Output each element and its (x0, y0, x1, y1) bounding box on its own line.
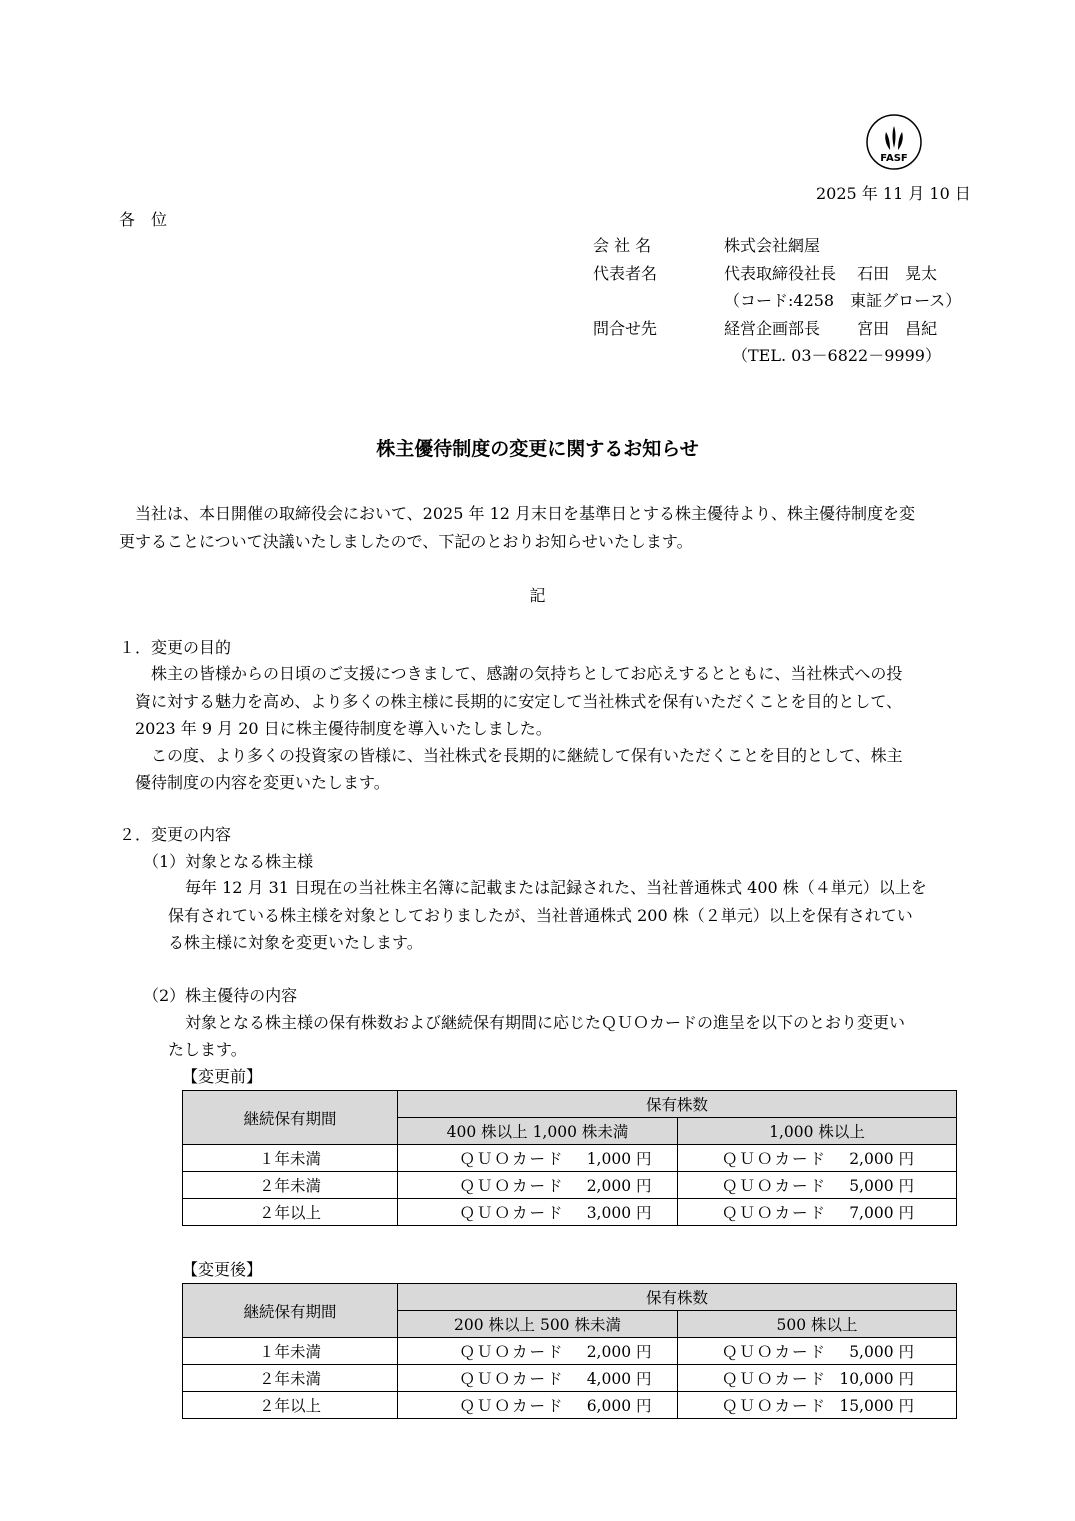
table-before-caption: 【変更前】 (182, 1067, 263, 1086)
addressee: 各 位 (119, 210, 168, 229)
section1-line-4: この度、より多くの投資家の皆様に、当社株式を長期的に継続して保有いただくことを目的として、株主 (151, 746, 903, 765)
section2-heading: ２．変更の内容 (119, 825, 232, 844)
contact-tel: （TEL. 03－6822－9999） (732, 346, 941, 365)
section2-sub2-line-1: 対象となる株主様の保有株数および継続保有期間に応じたＱＵＯカードの進呈を以下のとおり変更い (185, 1013, 906, 1032)
card-amount: 10,000 円 (839, 1370, 914, 1388)
period-cell: １年未満 (183, 1145, 398, 1172)
card-name: ＱＵＯカード (459, 1150, 565, 1168)
contact-label: 問合せ先 (593, 319, 658, 338)
card-name: ＱＵＯカード (722, 1204, 828, 1222)
shares-col-1: 200 株以上 500 株未満 (398, 1311, 678, 1338)
card-name: ＱＵＯカード (459, 1177, 565, 1195)
intro-line-1: 当社は、本日開催の取締役会において、2025 年 12 月末日を基準日とする株主優待より、株主優待制度を変 (135, 504, 916, 523)
section2-sub1-line-1: 毎年 12 月 31 日現在の当社株主名簿に記載または記録された、当社普通株式 400 株（４単元）以上を (185, 878, 927, 897)
logo-text: FASF (880, 153, 908, 164)
table-row (183, 1365, 957, 1392)
card-name: ＱＵＯカード (722, 1343, 828, 1361)
card-amount: 7,000 円 (849, 1204, 914, 1222)
card-amount: 3,000 円 (586, 1204, 652, 1222)
section2-sub1-heading: （1）対象となる株主様 (143, 852, 314, 871)
table-row (183, 1392, 957, 1419)
section2-sub1-line-2: 保有されている株主様を対象としておりましたが、当社普通株式 200 株（２単元）以上を保有されてい (168, 906, 913, 925)
section2-sub2-line-2: たします。 (168, 1040, 247, 1059)
card-amount: 5,000 円 (849, 1177, 914, 1195)
card-name: ＱＵＯカード (459, 1370, 565, 1388)
card-name: ＱＵＯカード (459, 1343, 565, 1361)
period-cell: ２年未満 (183, 1365, 398, 1392)
card-name: ＱＵＯカード (722, 1370, 828, 1388)
company-label: 会 社 名 (593, 236, 652, 255)
card-amount: 1,000 円 (586, 1150, 652, 1168)
table-row (183, 1199, 957, 1226)
section1-heading: １．変更の目的 (119, 638, 232, 657)
table-row (183, 1338, 957, 1365)
card-amount: 6,000 円 (586, 1397, 652, 1415)
table-before (182, 1090, 957, 1226)
card-amount: 2,000 円 (849, 1150, 914, 1168)
card-amount: 4,000 円 (586, 1370, 652, 1388)
card-amount: 15,000 円 (839, 1397, 914, 1415)
shares-col-2: 1,000 株以上 (678, 1118, 957, 1145)
contact-name: 経営企画部長 宮田 昌紀 (724, 319, 938, 338)
representative-label: 代表者名 (593, 264, 658, 283)
shares-col-2: 500 株以上 (678, 1311, 957, 1338)
card-name: ＱＵＯカード (722, 1177, 828, 1195)
table-after (182, 1283, 957, 1419)
period-header: 継続保有期間 (183, 1091, 398, 1145)
table-after-caption: 【変更後】 (182, 1260, 263, 1279)
section1-line-2: 資に対する魅力を高め、より多くの株主様に長期的に安定して当社株式を保有いただくことを目的として、 (135, 692, 903, 711)
section1-line-5: 優待制度の内容を変更いたします。 (135, 773, 390, 792)
period-header: 継続保有期間 (183, 1284, 398, 1338)
section2-sub2-heading: （2）株主優待の内容 (143, 986, 298, 1005)
period-cell: ２年以上 (183, 1199, 398, 1226)
table-row (183, 1172, 957, 1199)
shares-header: 保有株数 (398, 1284, 957, 1311)
card-amount: 2,000 円 (586, 1343, 652, 1361)
section1-line-3: 2023 年 9 月 20 日に株主優待制度を導入いたしました。 (135, 719, 552, 738)
company-name: 株式会社網屋 (724, 236, 821, 255)
page-title: 株主優待制度の変更に関するお知らせ (376, 438, 699, 460)
card-name: ＱＵＯカード (459, 1204, 565, 1222)
card-name: ＱＵＯカード (722, 1150, 828, 1168)
fasf-logo (866, 114, 922, 170)
representative-name: 代表取締役社長 石田 晃太 (724, 264, 938, 283)
period-cell: １年未満 (183, 1338, 398, 1365)
ki-mark: 記 (529, 586, 546, 605)
shares-col-1: 400 株以上 1,000 株未満 (398, 1118, 678, 1145)
card-amount: 2,000 円 (586, 1177, 652, 1195)
shares-header: 保有株数 (398, 1091, 957, 1118)
card-name: ＱＵＯカード (722, 1397, 828, 1415)
period-cell: ２年未満 (183, 1172, 398, 1199)
issue-date: 2025 年 11 月 10 日 (816, 184, 971, 203)
intro-line-2: 更することについて決議いたしましたので、下記のとおりお知らせいたします。 (119, 532, 693, 551)
table-row (183, 1145, 957, 1172)
section2-sub1-line-3: る株主様に対象を変更いたします。 (168, 933, 423, 952)
period-cell: ２年以上 (183, 1392, 398, 1419)
stock-code: （コード:4258 東証グロース） (724, 291, 962, 310)
card-amount: 5,000 円 (849, 1343, 914, 1361)
section1-line-1: 株主の皆様からの日頃のご支援につきまして、感謝の気持ちとしてお応えするとともに、当社株式への投 (151, 664, 903, 683)
card-name: ＱＵＯカード (459, 1397, 565, 1415)
